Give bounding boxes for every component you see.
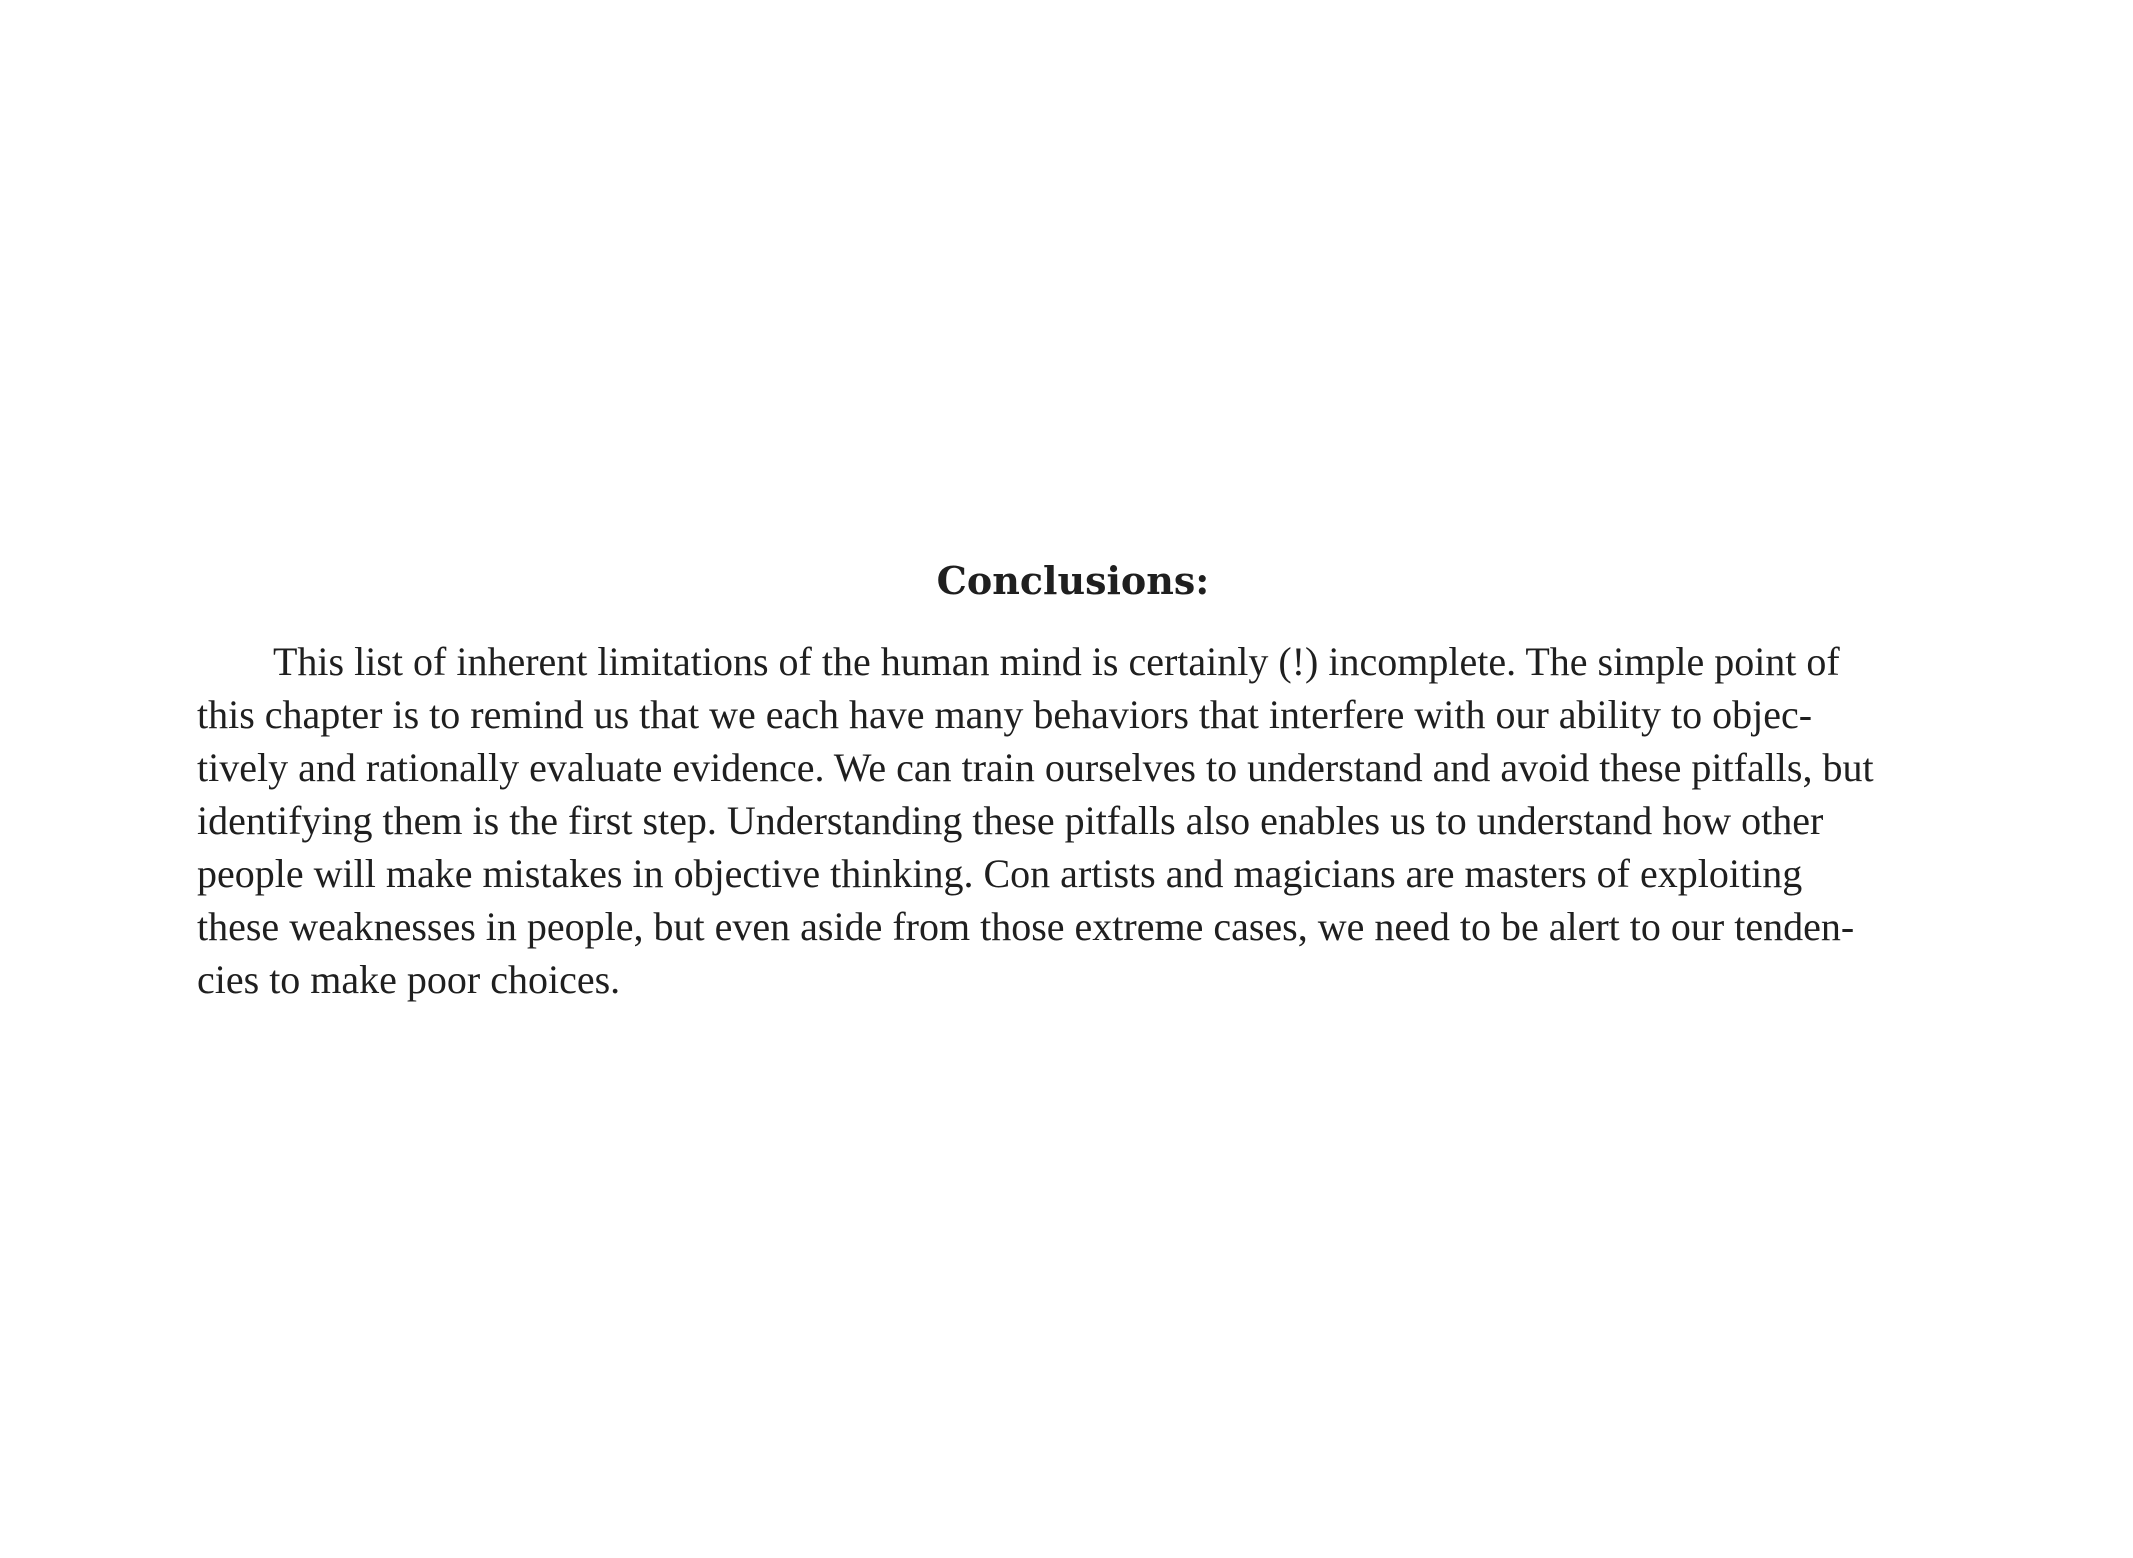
paragraph-line: identifying them is the first step. Understanding these pitfalls also enables us to understand how other bbox=[197, 798, 1824, 843]
section-heading: Conclusions: bbox=[936, 558, 1210, 603]
paragraph-line: tively and rationally evaluate evidence. We can train ourselves to understand and avoid these pitfalls, but bbox=[197, 745, 1874, 790]
page-content bbox=[197, 555, 1949, 1006]
paragraph-line: these weaknesses in people, but even aside from those extreme cases, we need to be alert to our tenden- bbox=[197, 904, 1855, 949]
paragraph-line: people will make mistakes in objective thinking. Con artists and magicians are masters of exploiting bbox=[197, 851, 1803, 896]
paragraph-line: cies to make poor choices. bbox=[197, 957, 621, 1002]
body-paragraph bbox=[197, 635, 1949, 1006]
paragraph-line: this chapter is to remind us that we each have many behaviors that interfere with our ability to objec- bbox=[197, 692, 1813, 737]
paragraph-line: This list of inherent limitations of the human mind is certainly (!) incomplete. The simple point of bbox=[273, 639, 1840, 684]
